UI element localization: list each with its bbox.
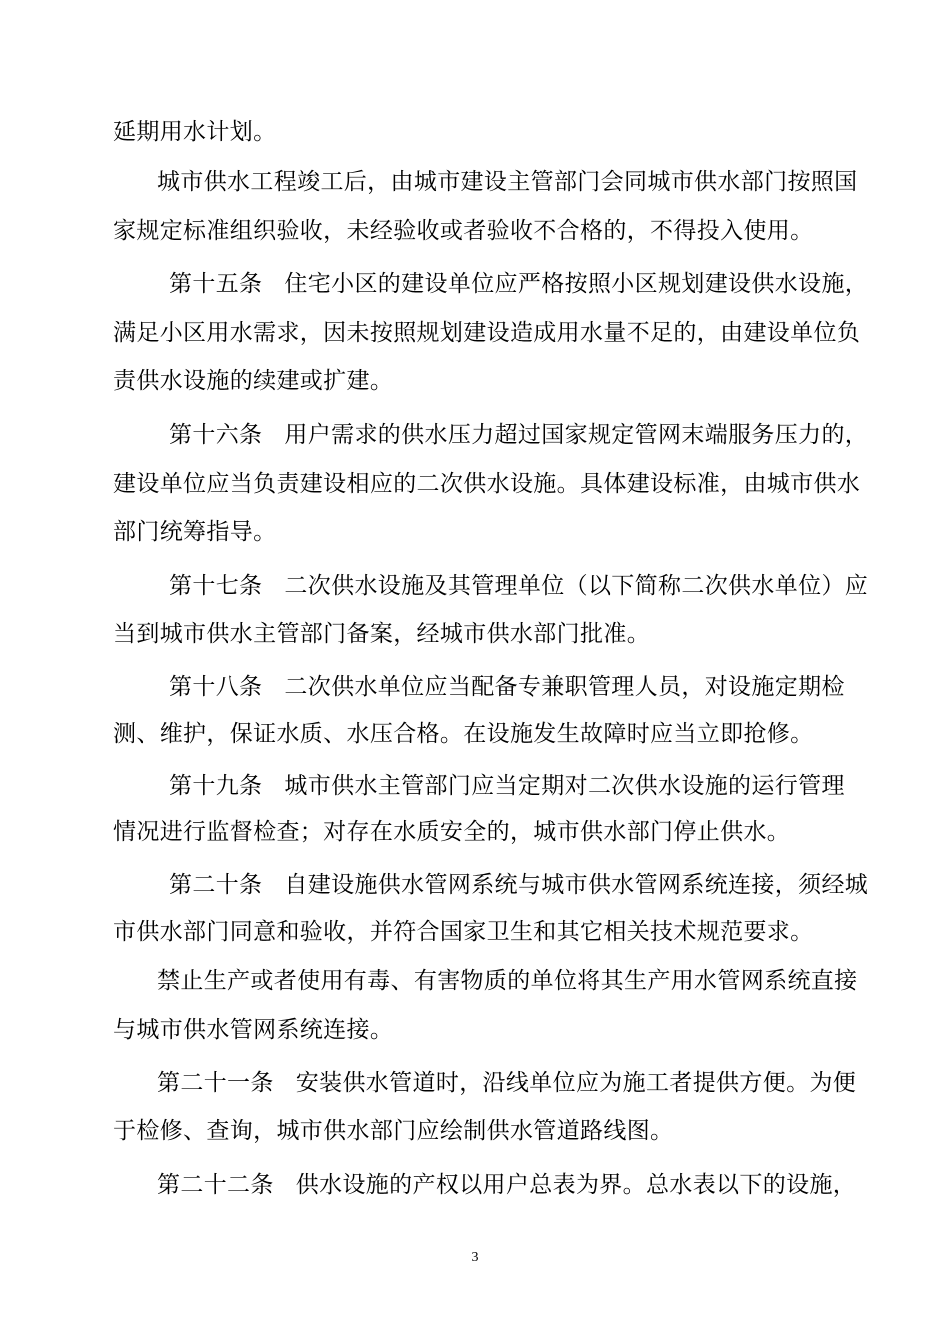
line-text: 建设单位应当负责建设相应的二次供水设施。具体建设标准，由城市供水: [113, 471, 861, 497]
text-line: [113, 817, 790, 847]
text-line: [113, 1015, 393, 1045]
line-text: 禁止生产或者使用有毒、有害物质的单位将其生产用水管网系统直接: [157, 968, 858, 994]
line-text: 市供水部门同意和验收，并符合国家卫生和其它相关技术规范要求。: [113, 919, 814, 945]
line-text: 二次供水单位应当配备专兼职管理人员，对设施定期检: [284, 674, 845, 700]
line-text: 于检修、查询，城市供水部门应绘制供水管道路线图。: [113, 1118, 674, 1144]
text-line: [113, 366, 393, 396]
article-number: 第十八条: [169, 674, 263, 700]
text-line: [113, 517, 276, 547]
article-number: 第十六条: [169, 422, 263, 448]
line-text: 供水设施的产权以用户总表为界。总水表以下的设施，: [295, 1172, 857, 1198]
article-first-line: [157, 1068, 856, 1098]
article-number: 第十五条: [169, 271, 263, 297]
text-line: [113, 469, 860, 499]
article-first-line: [169, 672, 845, 702]
text-line: [113, 1116, 673, 1146]
line-text: 住宅小区的建设单位应严格按照小区规划建设供水设施，: [284, 271, 869, 297]
article-first-line: [157, 1170, 856, 1200]
line-text: 责供水设施的续建或扩建。: [113, 368, 394, 394]
page-number: 3: [471, 1250, 479, 1265]
article-number: 第十九条: [169, 773, 263, 799]
text-line: [157, 167, 858, 197]
text-line: [113, 117, 276, 147]
line-text: 延期用水计划。: [113, 119, 277, 145]
article-first-line: [169, 420, 868, 450]
line-text: 城市供水主管部门应当定期对二次供水设施的运行管理: [284, 773, 845, 799]
line-text: 城市供水工程竣工后，由城市建设主管部门会同城市供水部门按照国: [157, 169, 858, 195]
line-text: 测、维护，保证水质、水压合格。在设施发生故障时应当立即抢修。: [113, 721, 814, 747]
text-line: [157, 966, 858, 996]
text-line: [113, 216, 814, 246]
line-text: 二次供水设施及其管理单位（以下简称二次供水单位）应: [284, 573, 869, 599]
line-text: 当到城市供水主管部门备案，经城市供水部门批准。: [113, 621, 651, 647]
article-first-line: [169, 771, 845, 801]
article-first-line: [169, 870, 868, 900]
article-number: 第二十一条: [157, 1070, 274, 1096]
line-text: 用户需求的供水压力超过国家规定管网末端服务压力的，: [284, 422, 869, 448]
text-line: [113, 917, 814, 947]
line-text: 自建设施供水管网系统与城市供水管网系统连接，须经城: [284, 872, 869, 898]
line-text: 情况进行监督检查；对存在水质安全的，城市供水部门停止供水。: [113, 819, 791, 845]
article-number: 第二十条: [169, 872, 263, 898]
article-first-line: [169, 269, 868, 299]
article-number: 第十七条: [169, 573, 263, 599]
article-first-line: [169, 571, 868, 601]
line-text: 部门统筹指导。: [113, 519, 277, 545]
article-number: 第二十二条: [157, 1172, 274, 1198]
text-line: [113, 318, 860, 348]
line-text: 家规定标准组织验收，未经验收或者验收不合格的，不得投入使用。: [113, 218, 814, 244]
text-line: [113, 719, 814, 749]
line-text: 与城市供水管网系统连接。: [113, 1017, 394, 1043]
text-line: [113, 619, 650, 649]
line-text: 满足小区用水需求，因未按照规划建设造成用水量不足的，由建设单位负: [113, 320, 861, 346]
line-text: 安装供水管道时，沿线单位应为施工者提供方便。为便: [295, 1070, 857, 1096]
